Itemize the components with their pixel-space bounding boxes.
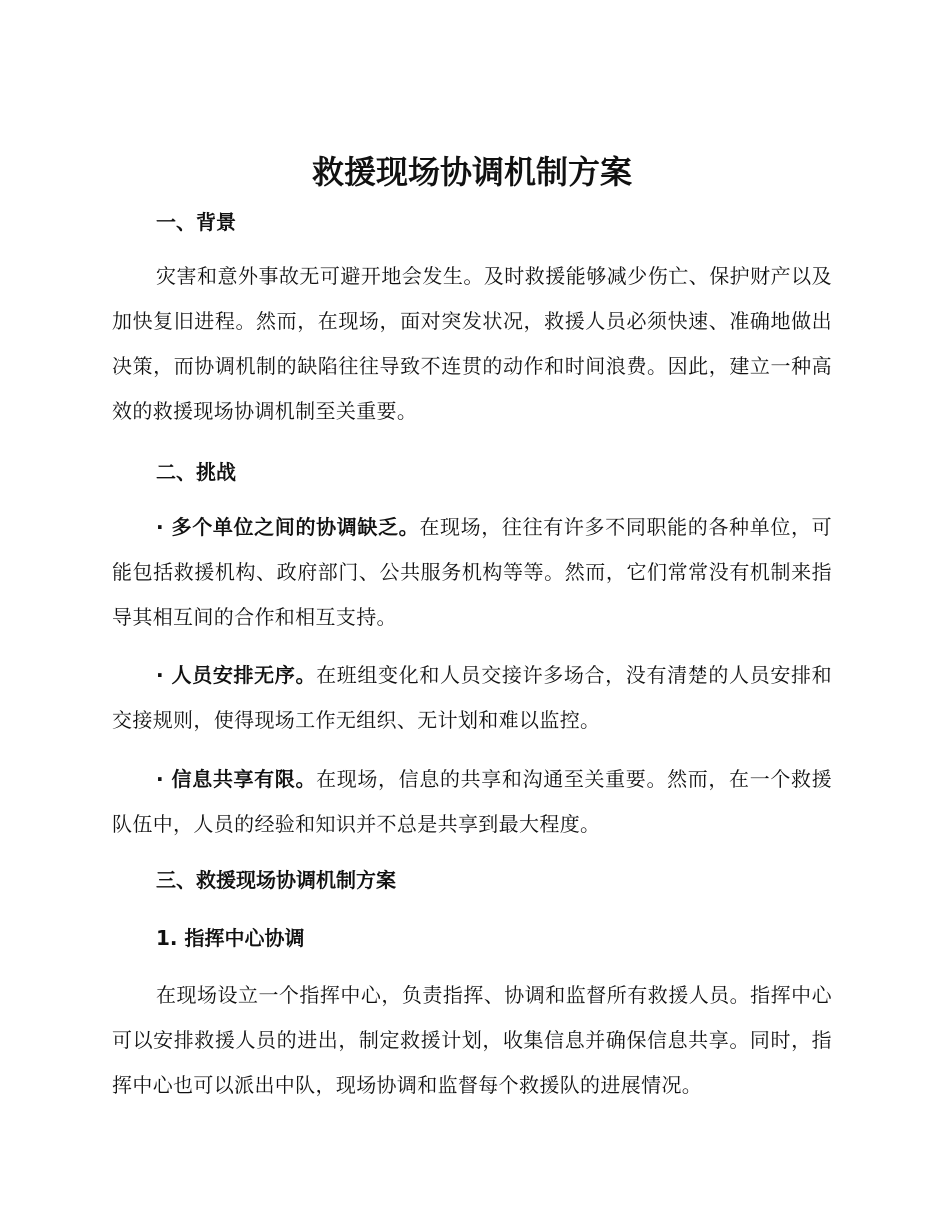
challenge-item-text: 在现场，往往有许多不同职能的各种单位，可能包括救援机构、政府部门、公共服务机构等等。然而，它们常常没有机制来指导其相互间的合作和相互支持。 <box>112 515 833 629</box>
section-heading-background: 一、背景 <box>156 210 236 234</box>
challenge-item-lead: · 人员安排无序。 <box>156 663 317 687</box>
challenge-item-text: 在班组变化和人员交接许多场合，没有清楚的人员安排和交接规则，使得现场工作无组织、无计划和难以监控。 <box>112 663 832 732</box>
challenge-item <box>112 757 832 847</box>
challenge-item-lead: · 多个单位之间的协调缺乏。 <box>156 515 420 539</box>
background-paragraph: 灾害和意外事故无可避开地会发生。及时救援能够减少伤亡、保护财产以及加快复旧进程。然而，在现场，面对突发状况，救援人员必须快速、准确地做出决策，而协调机制的缺陷往往导致不连贯的动作和时间浪费。因此，建立一种高效的救援现场协调机制至关重要。 <box>112 264 832 423</box>
section-heading-challenges: 二、挑战 <box>156 460 236 484</box>
plan-paragraph: 在现场设立一个指挥中心，负责指挥、协调和监督所有救援人员。指挥中心可以安排救援人员的进出，制定救援计划，收集信息并确保信息共享。同时，指挥中心也可以派出中队，现场协调和监督每个救援队的进展情况。 <box>112 983 832 1097</box>
challenge-item-lead: · 信息共享有限。 <box>156 767 317 791</box>
subsection-heading-command-center: 1. 指挥中心协调 <box>156 926 305 950</box>
challenge-item <box>112 653 832 743</box>
section-heading-plan: 三、救援现场协调机制方案 <box>156 868 396 892</box>
challenge-item <box>112 505 832 640</box>
challenge-item-text: 在现场，信息的共享和沟通至关重要。然而，在一个救援队伍中，人员的经验和知识并不总是共享到最大程度。 <box>112 767 832 836</box>
document-title: 救援现场协调机制方案 <box>311 153 632 191</box>
